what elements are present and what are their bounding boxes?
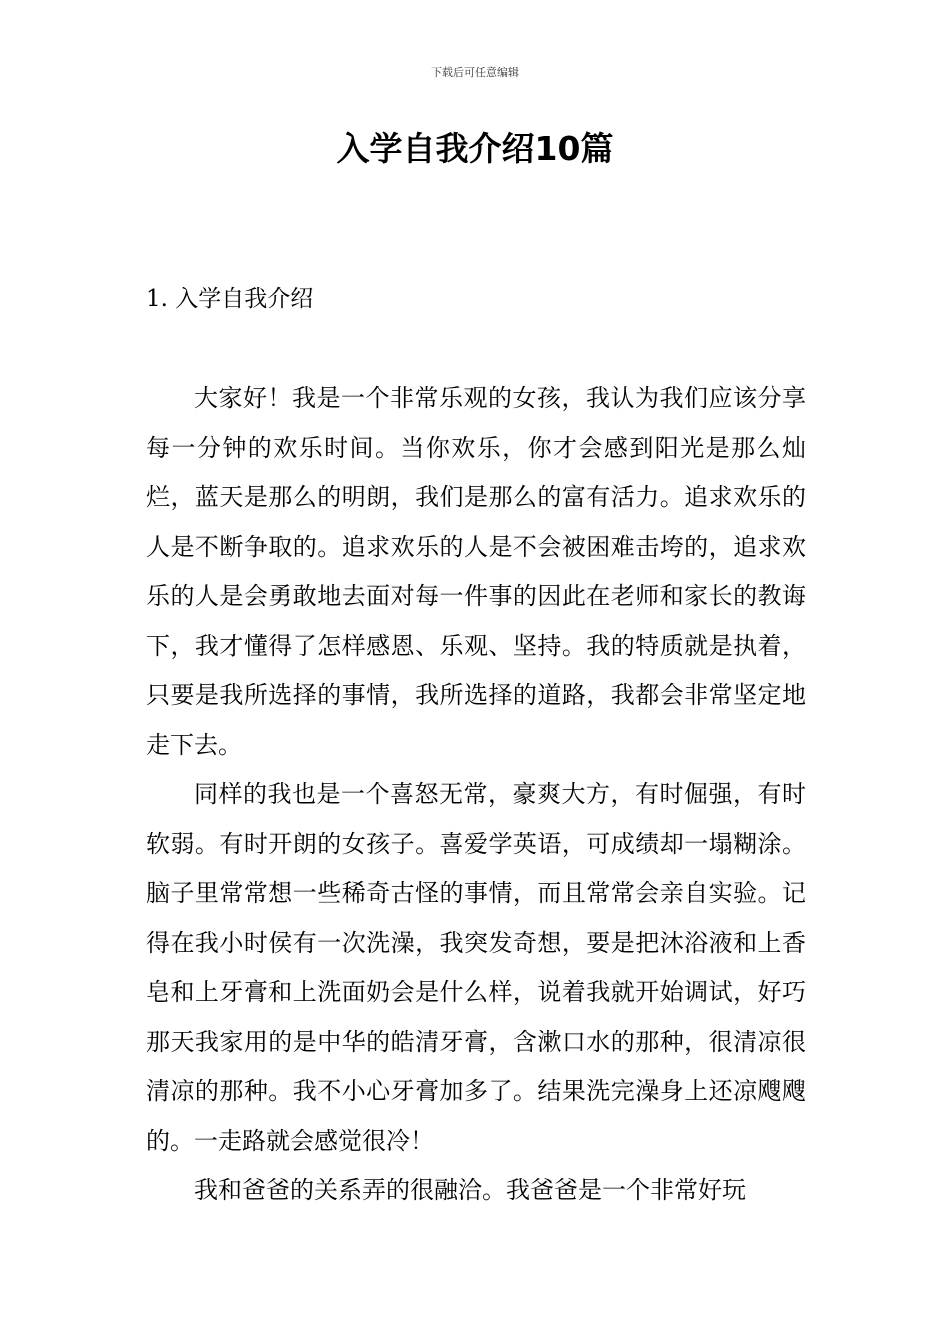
paragraph-3: 我和爸爸的关系弄的很融洽。我爸爸是一个非常好玩 bbox=[194, 1176, 746, 1204]
paragraph-2: 同样的我也是一个喜怒无常，豪爽大方，有时倔强，有时软弱。有时开朗的女孩子。喜爱学英语，可成绩却一塌糊涂。脑子里常常想一些稀奇古怪的事情，而且常常会亲自实验。记得在我小时侯有一次洗澡，我突发奇想，要是把沐浴液和上香皂和上牙膏和上洗面奶会是什么样，说着我就开始调试，好巧那天我家用的是中华的皓清牙膏，含漱口水的那种，很清凉很清凉的那种。我不小心牙膏加多了。结果洗完澡身上还凉飕飕的。一走路就会感觉很冷！ bbox=[146, 780, 806, 1155]
section-heading: 1. 入学自我介绍 bbox=[146, 286, 314, 312]
header-note: 下载后可任意编辑 bbox=[431, 66, 519, 79]
body-text bbox=[146, 374, 806, 1216]
document-title: 入学自我介绍10篇 bbox=[336, 129, 614, 168]
paragraph-1: 大家好！我是一个非常乐观的女孩，我认为我们应该分享每一分钟的欢乐时间。当你欢乐，你才会感到阳光是那么灿烂，蓝天是那么的明朗，我们是那么的富有活力。追求欢乐的人是不断争取的。追求欢乐的人是不会被困难击垮的，追求欢乐的人是会勇敢地去面对每一件事的因此在老师和家长的教诲下，我才懂得了怎样感恩、乐观、坚持。我的特质就是执着，只要是我所选择的事情，我所选择的道路，我都会非常坚定地走下去。 bbox=[146, 384, 806, 759]
